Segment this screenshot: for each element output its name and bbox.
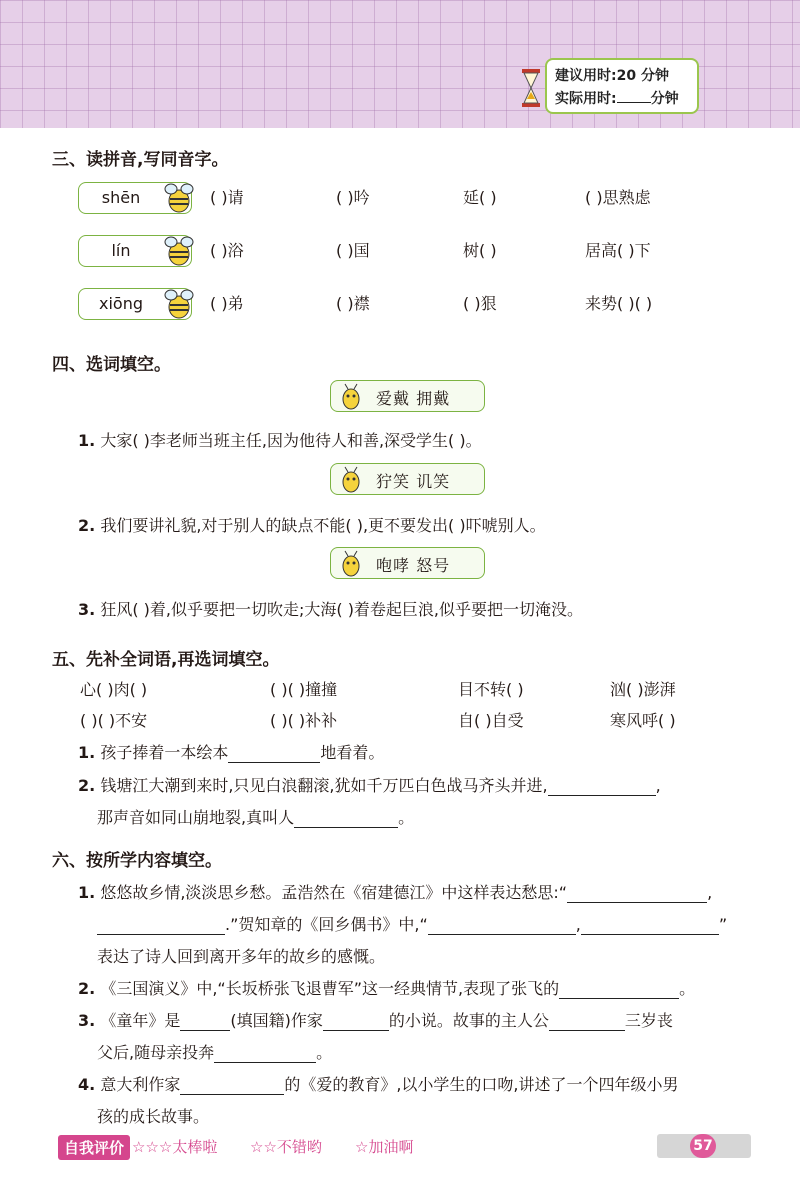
- pinyin-blank-item[interactable]: ( )浴: [210, 241, 244, 260]
- sentence-text: 孩的成长故事。: [97, 1107, 210, 1126]
- time-box: [545, 58, 699, 114]
- sentence-text: (填国籍)作家: [230, 1011, 323, 1030]
- page-number: 57: [690, 1134, 716, 1158]
- sentence-text[interactable]: 狂风( )着,似乎要把一切吹走;大海( )着卷起巨浪,似乎要把一切淹没。: [100, 600, 584, 619]
- fill-sentence: [97, 1040, 332, 1063]
- sentence-text: 的小说。故事的主人公: [388, 1011, 549, 1030]
- section3-title: 三、读拼音,写同音字。: [52, 150, 229, 170]
- sentence-text: 《童年》是: [100, 1011, 181, 1030]
- answer-blank[interactable]: [567, 886, 707, 903]
- answer-blank[interactable]: [581, 918, 719, 935]
- word-choices: 狞笑 讥笑: [376, 472, 451, 491]
- answer-blank[interactable]: [559, 982, 679, 999]
- actual-time-blank[interactable]: [617, 90, 651, 103]
- question-number: 2.: [78, 516, 96, 535]
- sentence-text: ,: [707, 883, 713, 902]
- fill-sentence: [97, 912, 727, 935]
- sentence-text: 。: [398, 808, 415, 827]
- pinyin-blank-item[interactable]: ( )国: [336, 241, 370, 260]
- pinyin-box: [78, 182, 192, 214]
- fill-sentence: [97, 944, 385, 967]
- answer-blank[interactable]: [549, 1014, 625, 1031]
- pinyin-blank-item[interactable]: 居高( )下: [585, 241, 651, 260]
- pinyin-blank-item[interactable]: 树( ): [463, 241, 497, 260]
- word-fill-item[interactable]: 心( )肉( ): [80, 680, 148, 699]
- question-number: 1.: [78, 431, 96, 450]
- sentence-text: 那声音如同山崩地裂,真叫人: [97, 808, 295, 827]
- hourglass-icon: [520, 68, 542, 108]
- rating-good[interactable]: ☆☆不错哟: [250, 1138, 322, 1156]
- rating-excellent[interactable]: ☆☆☆太棒啦: [132, 1138, 218, 1156]
- answer-blank[interactable]: [228, 746, 320, 763]
- actual-time-label: 实际用时:: [555, 91, 617, 107]
- suggest-time-label: 建议用时:: [555, 68, 617, 84]
- pinyin-text: shēn: [101, 188, 141, 207]
- pinyin-blank-item[interactable]: ( )思熟虑: [585, 188, 651, 207]
- pinyin-box: [78, 235, 192, 267]
- sentence-text: 的《爱的教育》,以小学生的口吻,讲述了一个四年级小男: [284, 1075, 679, 1094]
- suggest-time-value: 20 分钟: [616, 68, 669, 84]
- sentence-text: ”: [718, 915, 728, 934]
- fill-sentence: [78, 976, 695, 999]
- sentence-text: 地看着。: [320, 743, 385, 762]
- bee-icon: [337, 464, 365, 494]
- fill-sentence: [78, 1072, 679, 1095]
- question-number: 2.: [78, 776, 96, 795]
- fill-sentence: [97, 805, 414, 828]
- actual-time-unit: 分钟: [650, 91, 679, 107]
- bee-icon: [163, 232, 195, 268]
- sentence-text: 表达了诗人回到离开多年的故乡的感慨。: [97, 947, 386, 966]
- page-number-box: [657, 1134, 751, 1158]
- fill-sentence: [78, 428, 482, 451]
- answer-blank[interactable]: [428, 918, 576, 935]
- sentence-text: ,: [575, 915, 581, 934]
- pinyin-blank-item[interactable]: ( )请: [210, 188, 244, 207]
- word-fill-item[interactable]: 寒风呼( ): [610, 711, 676, 730]
- pinyin-blank-item[interactable]: 来势( )( ): [585, 294, 653, 313]
- section5-title: 五、先补全词语,再选词填空。: [52, 650, 280, 670]
- bee-icon: [163, 285, 195, 321]
- fill-sentence: [78, 513, 546, 536]
- question-number: 3.: [78, 1011, 96, 1030]
- sentence-text: 。: [679, 979, 696, 998]
- answer-blank[interactable]: [214, 1046, 316, 1063]
- fill-sentence: [78, 740, 384, 763]
- word-choices: 咆哮 怒号: [376, 556, 451, 575]
- sentence-text: 。: [316, 1043, 333, 1062]
- answer-blank[interactable]: [180, 1014, 230, 1031]
- fill-sentence: [78, 1008, 673, 1031]
- question-number: 2.: [78, 979, 96, 998]
- answer-blank[interactable]: [294, 811, 398, 828]
- word-fill-item[interactable]: 自( )自受: [458, 711, 524, 730]
- pinyin-blank-item[interactable]: ( )狠: [463, 294, 497, 313]
- word-choice-box: [330, 380, 485, 412]
- sentence-text: 《三国演义》中,“长坂桥张飞退曹军”这一经典情节,表现了张飞的: [100, 979, 560, 998]
- sentence-text[interactable]: 大家( )李老师当班主任,因为他待人和善,深受学生( )。: [100, 431, 482, 450]
- pinyin-blank-item[interactable]: ( )吟: [336, 188, 370, 207]
- sentence-text: 三岁丧: [624, 1011, 673, 1030]
- question-number: 1.: [78, 743, 96, 762]
- answer-blank[interactable]: [323, 1014, 389, 1031]
- pinyin-blank-item[interactable]: ( )襟: [336, 294, 370, 313]
- sentence-text: ,: [655, 776, 661, 795]
- fill-sentence: [78, 773, 661, 796]
- word-fill-item[interactable]: 汹( )澎湃: [610, 680, 676, 699]
- question-number: 3.: [78, 600, 96, 619]
- sentence-text: 父后,随母亲投奔: [97, 1043, 215, 1062]
- word-fill-item[interactable]: ( )( )不安: [80, 711, 148, 730]
- pinyin-box: [78, 288, 192, 320]
- question-number: 1.: [78, 883, 96, 902]
- pinyin-blank-item[interactable]: 延( ): [463, 188, 497, 207]
- word-fill-item[interactable]: ( )( )补补: [270, 711, 338, 730]
- question-number: 4.: [78, 1075, 96, 1094]
- fill-sentence: [78, 880, 712, 903]
- bee-icon: [337, 381, 365, 411]
- word-choice-box: [330, 547, 485, 579]
- section4-title: 四、选词填空。: [52, 355, 171, 375]
- word-fill-item[interactable]: 目不转( ): [458, 680, 524, 699]
- sentence-text: 意大利作家: [100, 1075, 181, 1094]
- pinyin-text: xiōng: [99, 294, 143, 313]
- answer-blank[interactable]: [180, 1078, 284, 1095]
- section6-title: 六、按所学内容填空。: [52, 851, 222, 871]
- sentence-text[interactable]: 我们要讲礼貌,对于别人的缺点不能( ),更不要发出( )吓唬别人。: [100, 516, 546, 535]
- sentence-text: 孩子捧着一本绘本: [100, 743, 229, 762]
- answer-blank[interactable]: [548, 779, 656, 796]
- fill-sentence: [97, 1104, 209, 1127]
- pinyin-text: lín: [111, 241, 131, 260]
- word-choices: 爱戴 拥戴: [376, 389, 451, 408]
- sentence-text: 悠悠故乡情,淡淡思乡愁。孟浩然在《宿建德江》中这样表达愁思:“: [100, 883, 568, 902]
- pinyin-blank-item[interactable]: ( )弟: [210, 294, 244, 313]
- sentence-text: .”贺知章的《回乡偶书》中,“: [225, 915, 428, 934]
- sentence-text: 钱塘江大潮到来时,只见白浪翻滚,犹如千万匹白色战马齐头并进,: [100, 776, 548, 795]
- fill-sentence: [78, 597, 583, 620]
- rating-keep-going[interactable]: ☆加油啊: [355, 1138, 414, 1156]
- word-choice-box: [330, 463, 485, 495]
- bee-icon: [337, 548, 365, 578]
- word-fill-item[interactable]: ( )( )撞撞: [270, 680, 338, 699]
- answer-blank[interactable]: [97, 918, 225, 935]
- self-evaluation-badge: 自我评价: [58, 1135, 130, 1160]
- bee-icon: [163, 179, 195, 215]
